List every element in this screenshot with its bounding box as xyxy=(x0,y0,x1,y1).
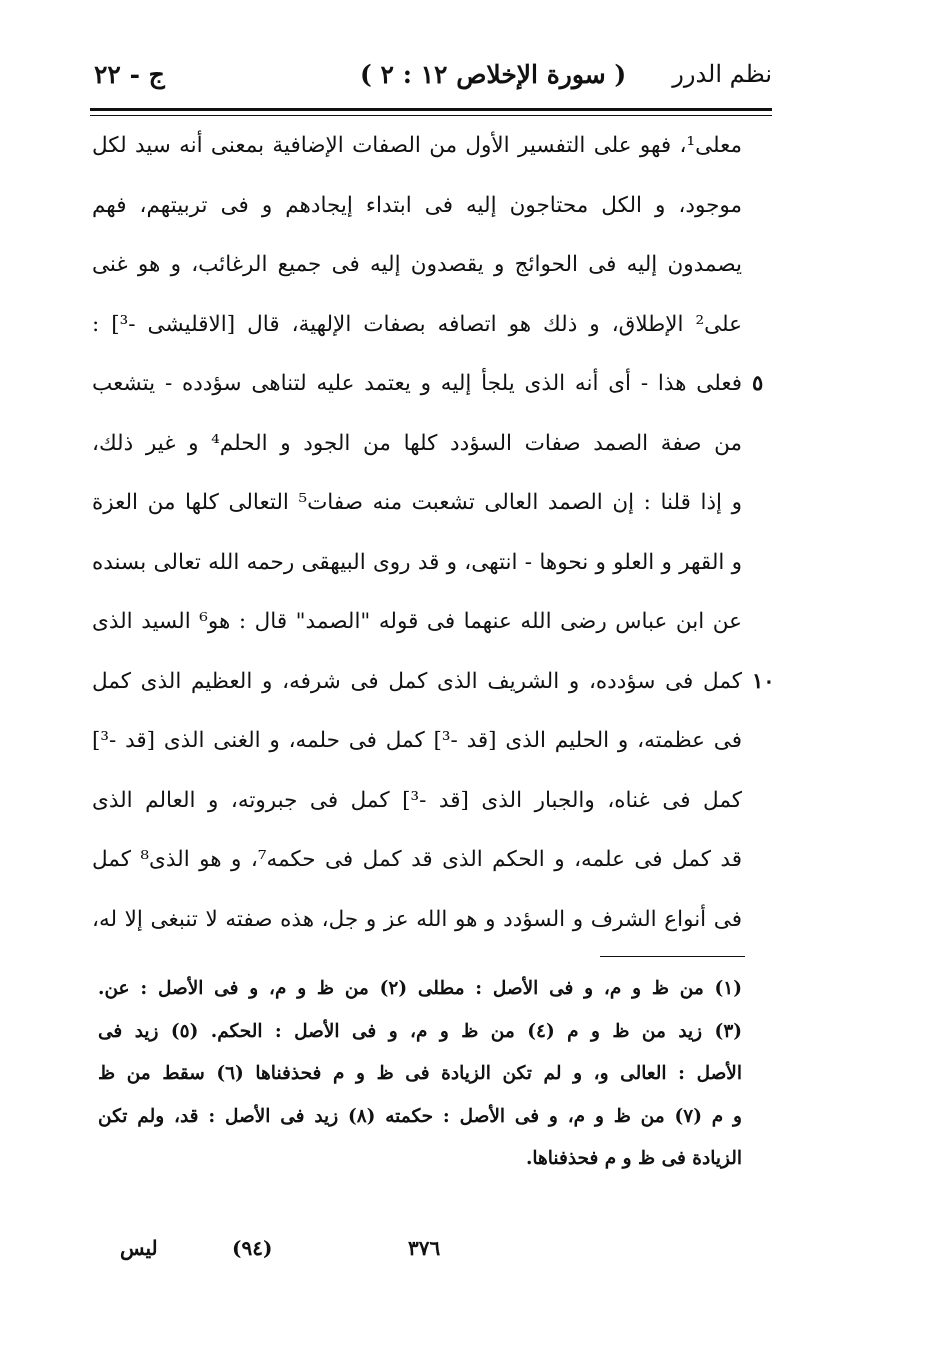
text-line: من صفة الصمد صفات السؤدد كلها من الجود و الحلم⁴ و غير ذلك، xyxy=(92,430,742,456)
footnote-line: و م (٧) من ظ و م، و فى الأصل : حكمته (٨) زيد فى الأصل : قد، ولم تكن xyxy=(98,1105,742,1127)
text-line: قد كمل فى علمه، و الحكم الذى قد كمل فى حكمه⁷، و هو الذى⁸ كمل xyxy=(92,847,742,872)
volume-part: ج - ٢٢ xyxy=(94,60,165,89)
text-line: عن ابن عباس رضى الله عنهما فى قوله "الصمد" قال : هو⁶ السيد الذى xyxy=(92,609,742,634)
line-number-5: ٥ xyxy=(752,370,764,395)
text-line: كمل فى غناه، والجبار الذى [قد -³] كمل فى جبروته، و العالم الذى xyxy=(92,787,743,813)
footnote-line: الأصل : العالى و، و لم تكن الزيادة فى ظ و م فحذفناها (٦) سقط من ظ xyxy=(98,1063,742,1084)
page-footer xyxy=(0,1236,932,1270)
text-line: فى عظمته، و الحليم الذى [قد -³] كمل فى حلمه، و الغنى الذى [قد -³] xyxy=(92,728,742,753)
text-line: يصمدون إليه فى الحوائج و يقصدون إليه فى جميع الرغائب، و هو غنى xyxy=(92,252,742,277)
text-line: فى أنواع الشرف و السؤدد و هو الله عز و جل، هذه صفته لا تنبغى إلا له، xyxy=(92,906,742,932)
running-header xyxy=(90,52,772,98)
footnotes xyxy=(98,968,742,1181)
text-line: فعلى هذا - أى أنه الذى يلجأ إليه و يعتمد عليه لتناهى سؤدده - يتشعب xyxy=(92,371,742,396)
text-line: و إذا قلنا : إن الصمد العالى تشعبت منه صفات⁵ التعالى كلها من العزة xyxy=(92,490,742,515)
surah-reference: ( سورة الإخلاص ١٢ : ٢ ) xyxy=(360,60,627,89)
line-number-10: ١٠ xyxy=(752,668,775,693)
text-line: معلى¹، فهو على التفسير الأول من الصفات الإضافية بمعنى أنه سيد لكل xyxy=(92,133,742,158)
footnote-line: (٣) زيد من ظ و م (٤) من ظ و م، و فى الأصل : الحكم. (٥) زيد فى xyxy=(98,1020,743,1042)
footnote-line: (١) من ظ و م، و فى الأصل : مطلى (٢) من ظ و م، و فى الأصل : عن. xyxy=(98,978,742,999)
main-text xyxy=(92,116,742,949)
page-number: ٣٧٦ xyxy=(408,1236,441,1260)
text-line: و القهر و العلو و نحوها - انتهى، و قد روى البيهقى رحمه الله تعالى بسنده xyxy=(92,549,742,575)
footnote-line: الزيادة فى ظ و م فحذفناها. xyxy=(525,1148,742,1169)
text-line: على² الإطلاق، و ذلك هو اتصافه بصفات الإلهية، قال [الاقليشى -³] : xyxy=(92,311,743,337)
book-title: نظم الدرر xyxy=(672,60,772,88)
text-line: كمل فى سؤدده، و الشريف الذى كمل فى شرفه، و العظيم الذى كمل xyxy=(92,668,742,694)
catchword: ليس xyxy=(120,1236,158,1260)
header-rule-thick xyxy=(90,108,772,111)
footnote-separator xyxy=(600,956,745,957)
signature-mark: (٩٤) xyxy=(232,1236,273,1260)
text-line: موجود، و الكل محتاجون إليه فى ابتداء إيجادهم و فى تربيتهم، فهم xyxy=(92,192,742,218)
